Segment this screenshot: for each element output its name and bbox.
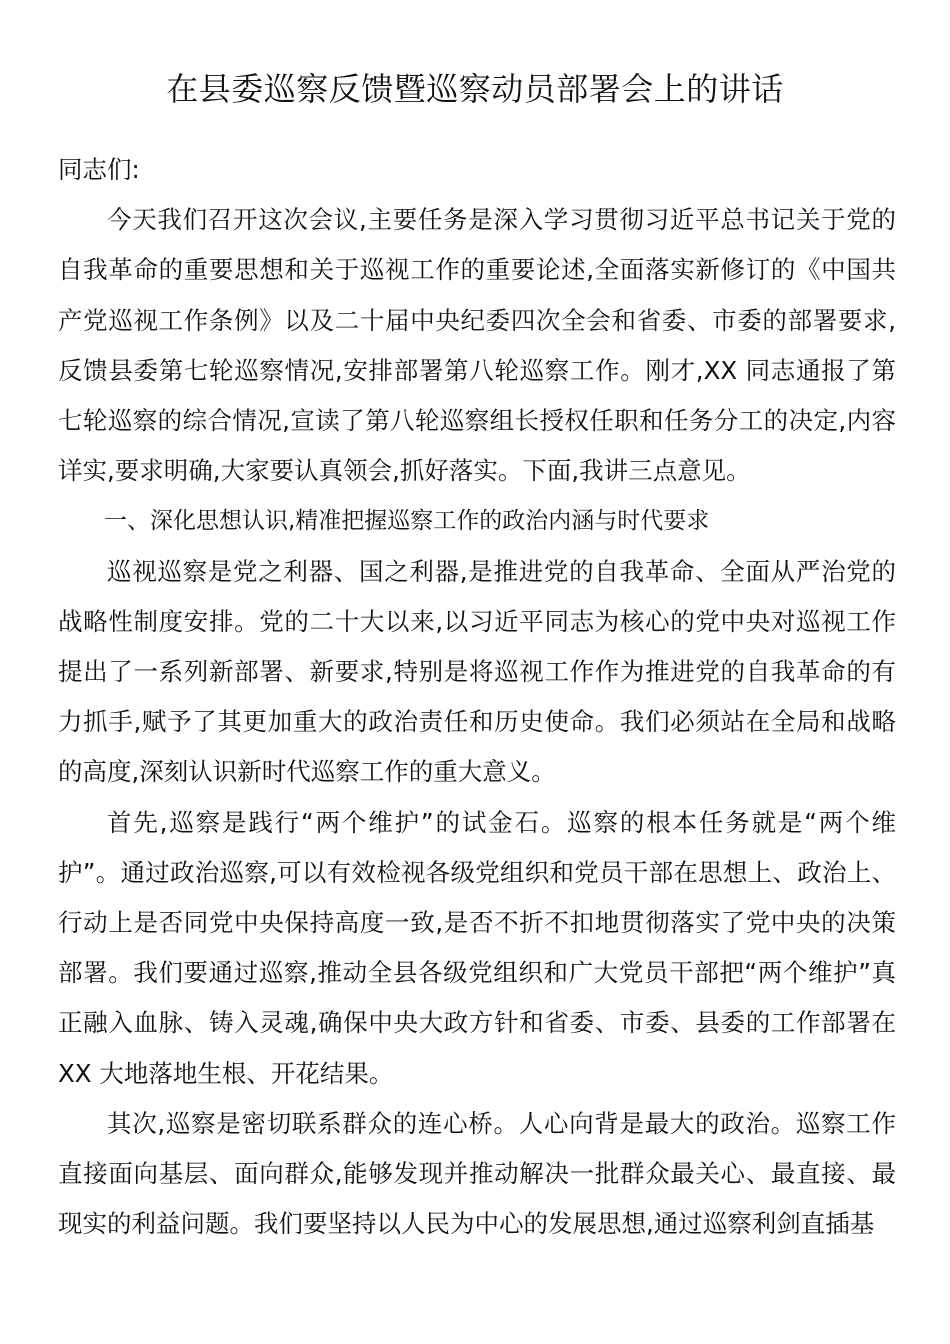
paragraph-first-point: 首先,巡察是践行“两个维护”的试金石。巡察的根本任务就是“两个维护”。通过政治巡察,可以有效检视各级党组织和党员干部在思想上、政治上、行动上是否同党中央保持高度一致,是否不折不扣地贯彻落实了党中央的决策部署。我们要通过巡察,推动全县各级党组织和广大党员干部把“两个维护”真正融入血脉、铸入灵魂,确保中央大政方针和省委、市委、县委的工作部署在 XX 大地落地生根、开花结果。	[58, 807, 896, 1088]
section-heading-1: 一、深化思想认识,精准把握巡察工作的政治内涵与时代要求	[104, 508, 710, 535]
document-body	[58, 145, 896, 1249]
paragraph-intro: 今天我们召开这次会议,主要任务是深入学习贯彻习近平总书记关于党的自我革命的重要思想和关于巡视工作的重要论述,全面落实新修订的《中国共产党巡视工作条例》以及二十届中央纪委四次全会和省委、市委的部署要求,反馈县委第七轮巡察情况,安排部署第八轮巡察工作。刚才,XX 同志通报了第七轮巡察的综合情况,宣读了第八轮巡察组长授权任职和任务分工的决定,内容详实,要求明确,大家要认真领会,抓好落实。下面,我讲三点意见。	[58, 205, 896, 486]
paragraph-significance: 巡视巡察是党之利器、国之利器,是推进党的自我革命、全面从严治党的战略性制度安排。党的二十大以来,以习近平同志为核心的党中央对巡视工作提出了一系列新部署、新要求,特别是将巡视工作作为推进党的自我革命的有力抓手,赋予了其更加重大的政治责任和历史使命。我们必须站在全局和战略的高度,深刻认识新时代巡察工作的重大意义。	[58, 556, 896, 787]
salutation: 同志们:	[58, 155, 140, 184]
document-title: 在县委巡察反馈暨巡察动员部署会上的讲话	[166, 70, 784, 108]
paragraph-second-point: 其次,巡察是密切联系群众的连心桥。人心向背是最大的政治。巡察工作直接面向基层、面向群众,能够发现并推动解决一批群众最关心、最直接、最现实的利益问题。我们要坚持以人民为中心的发展思想,通过巡察利剑直插基	[58, 1108, 896, 1239]
